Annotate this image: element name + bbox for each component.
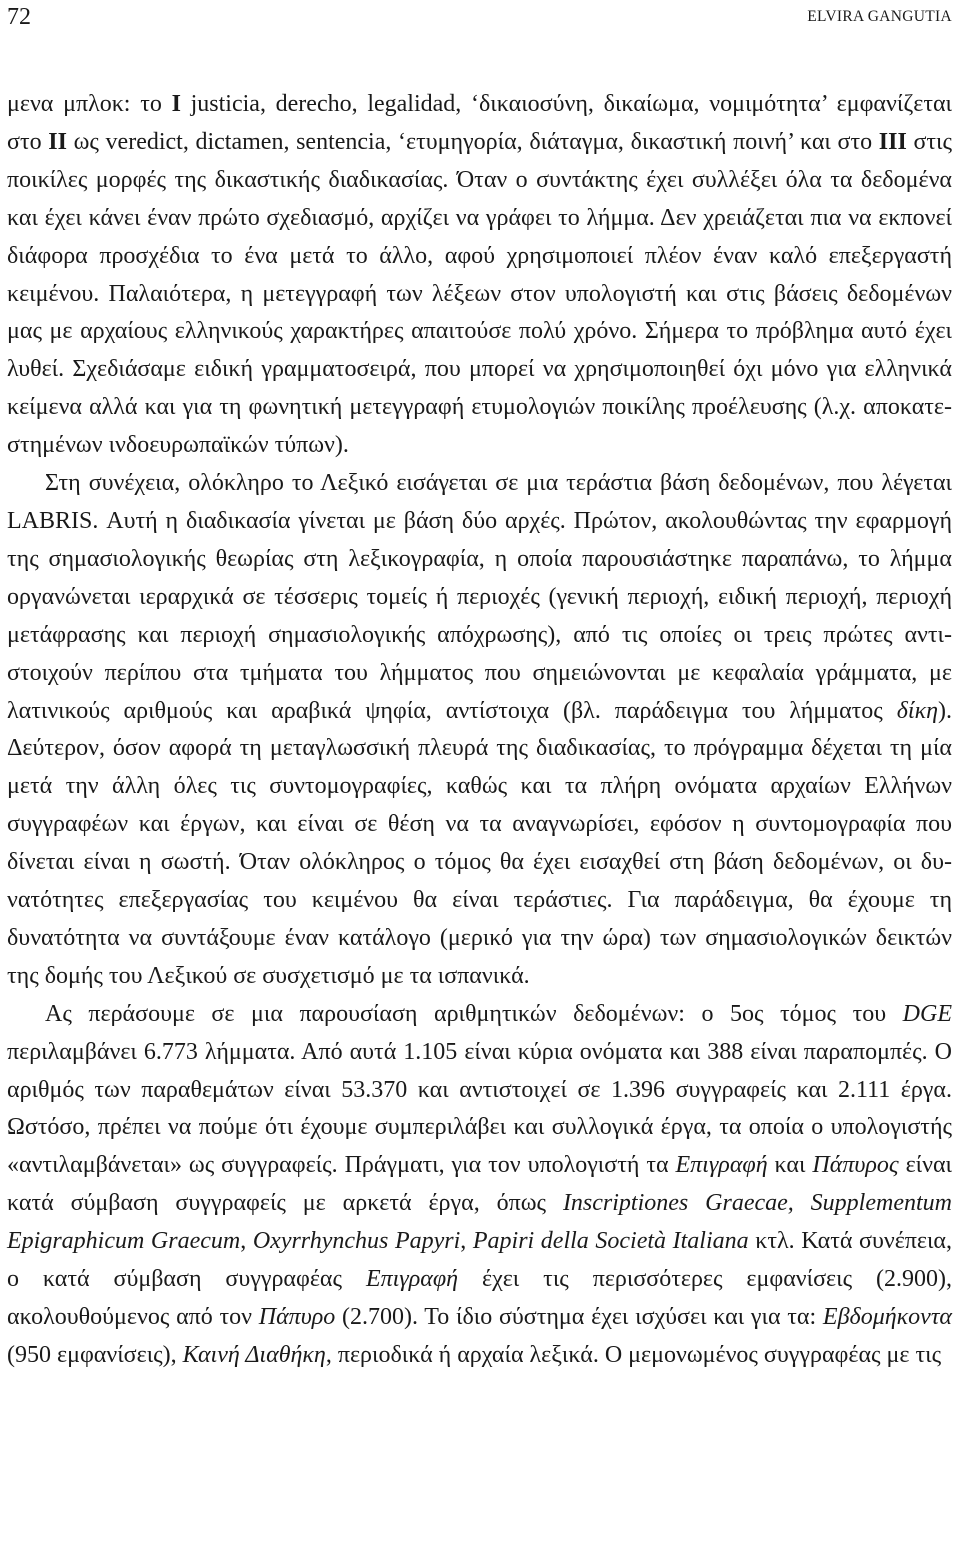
text-run: μενα μπλοκ: το: [7, 91, 172, 117]
paragraph-1: [7, 86, 952, 465]
running-head: [7, 4, 952, 30]
text-run: έχει τις περισσότερες εμφανίσεις (2.900), ακολουθούμενος από τον: [7, 1266, 953, 1330]
text-run: είναι κατά σύμβαση συγγραφείς με αρκετά έργα, όπως: [7, 1152, 952, 1217]
body-text: [7, 86, 952, 1375]
text-run: και: [767, 1152, 813, 1179]
roman-numeral-bold: I: [171, 91, 181, 117]
roman-numeral-bold: III: [878, 128, 907, 155]
italic-term: Oxyrrhynchus Papyri: [252, 1228, 461, 1255]
text-run: justicia, derecho, legalidad, ‘δικαιοσύνη, δικαίωμα, νομιμότητα’ εμφανίζεται στο: [7, 91, 953, 155]
text-run: ,: [240, 1228, 253, 1255]
italic-term: Επιγραφή: [365, 1266, 459, 1293]
running-title: ELVIRA GANGUTIA: [807, 8, 952, 25]
text-run: κτλ. Κατά συνέπεια, ο κατά σύμβαση συγγραφέας: [7, 1228, 952, 1293]
text-run: στις ποικίλες μορφές της δικαστικής διαδικασίας. Όταν ο συντάκτης έχει συλλέξει όλα τα δεδομένα και έχει κάνει έναν πρώτο σχεδιασμό, αρχίζει να γράφει το λήμμα. Δεν χρειάζεται πια να εκπονεί διάφορα προσχέδια το ένα μετά το άλλο, αφού χρησιμοποιεί πλέον έναν καλό επεξεργαστή κειμένου. Παλαιότερα, η μετεγγραφή των λέξεων στον υπολογιστή και στις βάσεις δεδομένων μας με αρχαίους ελληνικούς χαρακτήρες απαιτούσε πολύ χρόνο. Σήμερα το πρόβλημα αυτό έχει λυθεί. Σχεδιάσαμε ειδική γραμματοσειρά, που μπορεί να χρησιμοποιηθεί όχι μόνο για ελληνικά κείμενα αλλά και για τη φωνητική μετεγγραφή ετυμολογιών ποικίλης προέλευσης (λ.χ. αποκατεστημένων ινδοευρωπαϊκών τύπων).: [7, 128, 953, 459]
text-run: ,: [460, 1228, 473, 1255]
paragraph-2: [7, 465, 952, 996]
italic-term: Επιγραφή: [675, 1152, 768, 1179]
page-number: 72: [7, 4, 31, 30]
text-run: ως veredict, dictamen, sentencia, ‘ετυμηγορία, διάταγμα, δικαστική ποινή’ και στο: [66, 128, 879, 155]
text-run: (950 εμφανίσεις),: [7, 1341, 183, 1368]
italic-term: Papiri della Società Italiana: [472, 1228, 749, 1255]
text-run: περιλαμβάνει 6.773 λήμματα. Από αυτά 1.105 είναι κύρια ονόματα και 388 είναι παραπομπές. Ο αριθμός των παραθεμάτων είναι 53.370 και αντιστοιχεί σε 1.396 συγγραφείς και 2.111 έργα. Ωστόσο, πρέπει να πούμε ότι έχουμε συμπεριλάβει και συλλογικά έργα, τα οποία ο υπολογιστής «αντιλαμβάνεται» ως συγγραφείς. Πράγματι, για τον υπολογιστή τα: [7, 1038, 952, 1179]
italic-term: Εβδομήκοντα: [822, 1304, 953, 1330]
paragraph-3: [7, 996, 952, 1375]
text-run: Στη συνέχεια, ολόκληρο το Λεξικό εισάγεται σε μια τεράστια βάση δεδομένων, που λέγεται LABRIS. Αυτή η διαδικασία γίνεται με βάση δύο αρχές. Πρώτον, ακολουθώντας την εφαρμογή της σημασιολογικής θεωρίας στη λεξικογραφία, η οποία παρουσιάστηκε παραπάνω, το λήμμα οργανώνεται ιεραρχικά σε τέσσερις τομείς ή περιοχές (γενική περιοχή, ειδική περιοχή, περιοχή μετάφρασης και περιοχή σημασιολογικής απόχρωσης), από τις οποίες οι τρεις πρώτες αντιστοιχούν περίπου στα τμήματα του λήμματος που σημειώνονται με κεφαλαία γράμματα, με λατινικούς αριθμούς και αραβικά ψηφία, αντίστοιχα (βλ. παράδειγμα του λήμματος: [7, 470, 952, 724]
italic-term: δίκη: [896, 697, 938, 724]
text-run: , περιοδικά ή αρχαία λεξικά. Ο μεμονωμένος συγγραφέας με τις: [325, 1341, 942, 1368]
italic-term: Πάπυρο: [258, 1304, 336, 1330]
italic-term: Inscriptiones Graecae, Supplementum Epigraphicum Graecum: [7, 1190, 952, 1255]
roman-numeral-bold: II: [48, 128, 67, 155]
italic-term: Καινή Διαθήκη: [182, 1341, 326, 1368]
italic-term: DGE: [902, 1000, 952, 1027]
text-run: (2.700). Το ίδιο σύστημα έχει ισχύσει και για τα:: [335, 1304, 823, 1330]
text-run: ). Δεύτερον, όσον αφορά τη μεταγλωσσική πλευρά της διαδικασίας, το πρόγραμμα δέχεται τη μία μετά την άλλη όλες τις συντομογραφίες, καθώς και τα πλήρη ονόματα αρχαίων Ελλήνων συγγραφέων και έργων, και είναι σε θέση να τα αναγνωρίσει, εφόσον η συντομογραφία που δίνεται είναι η σωστή. Όταν ολόκληρος ο τόμος θα έχει εισαχθεί στη βάση δεδομένων, οι δυνατότητες επεξεργασίας του κειμένου θα είναι τεράστιες. Για παράδειγμα, θα έχουμε τη δυνατότητα να συντάξουμε έναν κατάλογο (μερικό για την ώρα) των σημασιολογικών δεικτών της δομής του Λεξικού σε συσχετισμό με τα ισπανικά.: [7, 697, 952, 989]
italic-term: Πάπυρος: [812, 1152, 899, 1179]
text-run: Ας περάσουμε σε μια παρουσίαση αριθμητικών δεδομένων: ο 5ος τόμος του: [45, 1000, 903, 1027]
